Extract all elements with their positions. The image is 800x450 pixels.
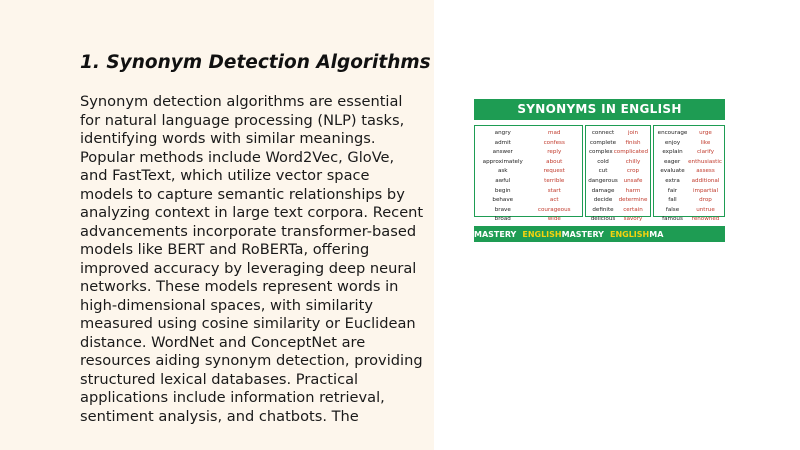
word: ask bbox=[497, 168, 508, 175]
word: decide bbox=[593, 197, 613, 204]
synonym: terrible bbox=[544, 177, 565, 184]
synonym: finish bbox=[625, 139, 641, 146]
synonym-pair bbox=[588, 215, 648, 225]
word: brave bbox=[494, 206, 511, 213]
synonym: chilly bbox=[625, 158, 641, 165]
footer-brand: ENGLISHMA bbox=[609, 229, 664, 239]
word: connect bbox=[591, 130, 615, 136]
word: dangerous bbox=[588, 177, 618, 184]
synonym-pair bbox=[656, 187, 722, 197]
word: complex bbox=[588, 149, 613, 156]
synonyms-infographic bbox=[474, 99, 725, 242]
synonym-pair bbox=[477, 167, 580, 177]
synonym-pair bbox=[588, 139, 648, 149]
synonym-pair bbox=[656, 177, 722, 187]
word: eager bbox=[663, 158, 681, 165]
word: delicious bbox=[590, 216, 616, 223]
synonym-pair bbox=[588, 158, 648, 168]
synonym: request bbox=[543, 168, 565, 175]
synonym: savory bbox=[623, 216, 643, 223]
word: approximately bbox=[482, 158, 523, 165]
synonym-pair bbox=[477, 187, 580, 197]
synonym: enthusiastic bbox=[688, 158, 722, 165]
word: fair bbox=[667, 187, 678, 194]
synonym: mad bbox=[548, 130, 561, 136]
synonym-pair bbox=[656, 167, 722, 177]
word: fall bbox=[668, 197, 677, 204]
word: famous bbox=[662, 216, 683, 223]
section-heading: 1. Synonym Detection Algorithms bbox=[80, 52, 431, 73]
word: evaluate bbox=[660, 168, 685, 175]
word: definite bbox=[592, 206, 614, 213]
synonym: start bbox=[547, 187, 561, 194]
synonym: drop bbox=[699, 197, 712, 204]
word: false bbox=[665, 206, 680, 213]
synonym: about bbox=[546, 158, 563, 165]
synonym-pair bbox=[588, 206, 648, 216]
synonym: clarify bbox=[696, 149, 715, 156]
word: broad bbox=[494, 216, 511, 223]
synonym-pair bbox=[656, 139, 722, 149]
infographic-title: SYNONYMS IN ENGLISH bbox=[474, 99, 725, 120]
synonym: harm bbox=[625, 187, 641, 194]
word: behave bbox=[492, 197, 514, 204]
synonym-grid bbox=[474, 125, 725, 242]
synonym-pair bbox=[656, 129, 722, 139]
synonym: like bbox=[700, 139, 711, 146]
word: damage bbox=[591, 187, 615, 194]
synonym: impartial bbox=[692, 187, 718, 194]
synonym-pair bbox=[477, 196, 580, 206]
synonym-pair bbox=[656, 196, 722, 206]
synonym-pair bbox=[477, 215, 580, 225]
word: angry bbox=[494, 130, 511, 136]
word: complete bbox=[589, 139, 617, 146]
synonym-pair bbox=[588, 196, 648, 206]
synonym: unsafe bbox=[623, 177, 643, 184]
synonym-pair bbox=[477, 139, 580, 149]
synonym: urge bbox=[699, 130, 712, 136]
synonym: additional bbox=[691, 177, 720, 184]
word: encourage bbox=[657, 130, 688, 136]
word: cut bbox=[598, 168, 608, 175]
word: awful bbox=[495, 177, 511, 184]
synonym-pair bbox=[656, 206, 722, 216]
synonym-pair bbox=[477, 206, 580, 216]
synonym-column bbox=[585, 125, 651, 223]
synonym: complicated bbox=[613, 149, 648, 156]
synonym: confess bbox=[543, 139, 565, 146]
synonym: wide bbox=[547, 216, 561, 223]
infographic-footer bbox=[474, 226, 725, 242]
synonym: join bbox=[627, 130, 639, 136]
word: enjoy bbox=[664, 139, 681, 146]
synonym-pair bbox=[588, 167, 648, 177]
word: answer bbox=[492, 149, 513, 156]
synonym: certain bbox=[623, 206, 643, 213]
word: begin bbox=[494, 187, 511, 194]
word: explain bbox=[662, 149, 683, 156]
synonym-pair bbox=[477, 177, 580, 187]
synonym: courageous bbox=[537, 206, 571, 213]
synonym-pair bbox=[477, 129, 580, 139]
word: extra bbox=[665, 177, 680, 184]
synonym-pair bbox=[656, 148, 722, 158]
synonym: untrue bbox=[696, 206, 715, 213]
synonym: reply bbox=[547, 149, 562, 156]
synonym: renowned bbox=[691, 216, 720, 223]
footer-brand: MASTERY bbox=[474, 229, 517, 239]
footer-brand: ENGLISHMASTERY bbox=[522, 229, 604, 239]
synonym-column bbox=[653, 125, 725, 223]
synonym: act bbox=[549, 197, 559, 204]
synonym-pair bbox=[656, 158, 722, 168]
synonym: assess bbox=[696, 168, 715, 175]
synonym: crop bbox=[626, 168, 640, 175]
synonym-pair bbox=[477, 158, 580, 168]
word: cold bbox=[597, 158, 609, 165]
synonym-column bbox=[474, 125, 583, 223]
synonym-pair bbox=[588, 148, 648, 158]
synonym-pair bbox=[588, 129, 648, 139]
synonym-pair bbox=[588, 187, 648, 197]
section-body: Synonym detection algorithms are essential for natural language processing (NLP) tasks, identifying words with similar meanings. Popular methods include Word2Vec, GloVe, and FastText, which utilize vector space models to capture semantic relationships by analyzing context in large text corpora. Recent advancements incorporate transformer-based models like BERT and RoBERTa, offering improved accuracy by leveraging deep neural networks. These models represent words in high-dimensional spaces, with similarity measured using cosine similarity or Euclidean distance. WordNet and ConceptNet are resources aiding synonym detection, providing structured lexical databases. Practical applications include information retrieval, sentiment analysis, and chatbots. The bbox=[80, 93, 424, 425]
synonym: determine bbox=[618, 197, 648, 204]
synonym-pair bbox=[477, 148, 580, 158]
synonym-pair bbox=[588, 177, 648, 187]
word: admit bbox=[494, 139, 511, 146]
synonym-pair bbox=[656, 215, 722, 225]
